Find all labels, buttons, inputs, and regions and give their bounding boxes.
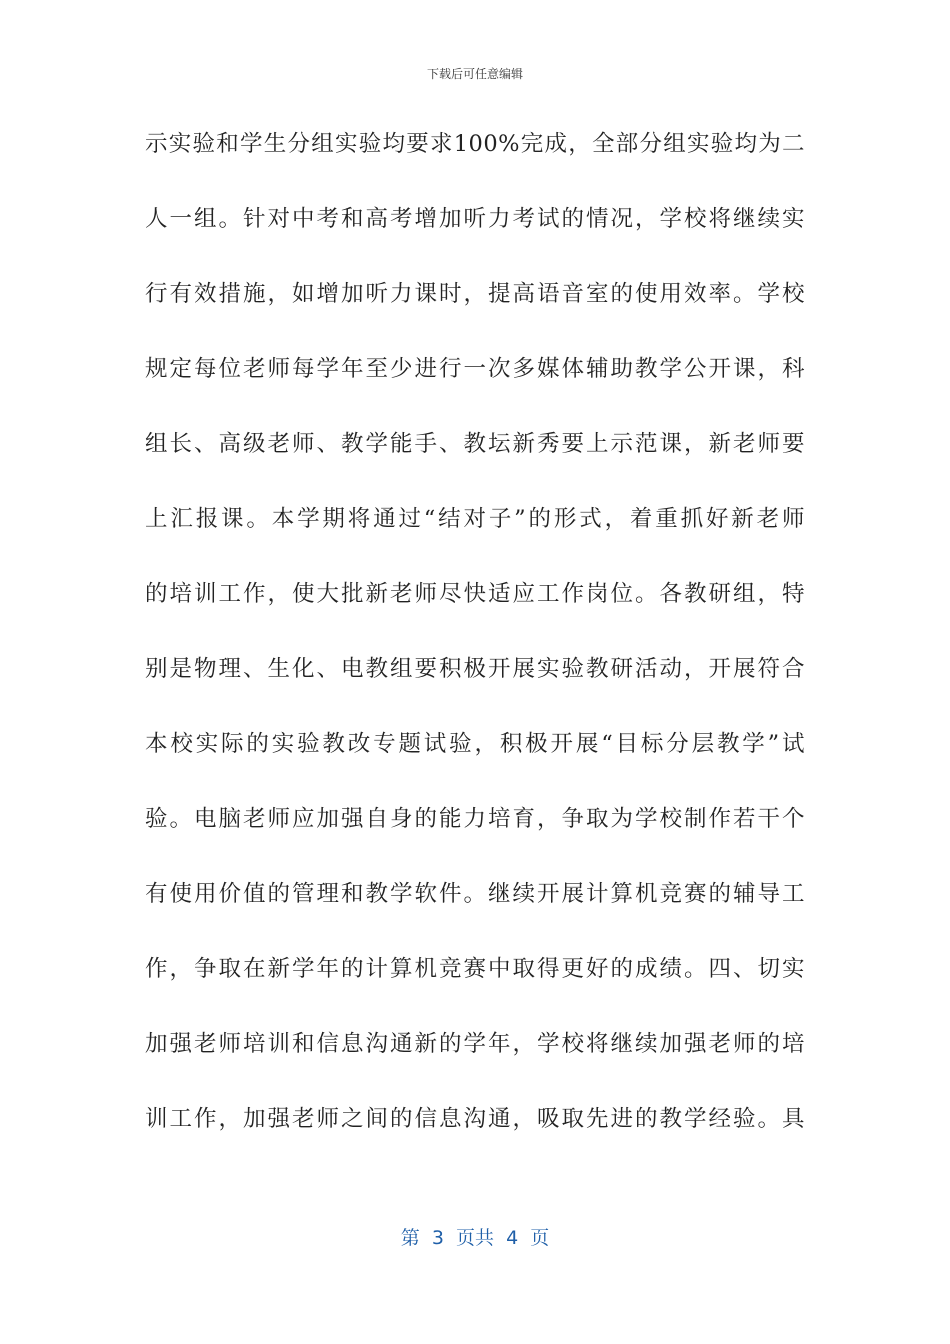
- text-line: 上汇报课。本学期将通过“结对子”的形式，着重抓好新老师: [145, 506, 805, 532]
- text-line: 的培训工作，使大批新老师尽快适应工作岗位。各教研组，特: [145, 581, 805, 607]
- text-line: 规定每位老师每学年至少进行一次多媒体辅助教学公开课，科: [145, 356, 805, 382]
- text-line: 训工作，加强老师之间的信息沟通，吸取先进的教学经验。具: [145, 1106, 805, 1132]
- page-number-footer: 第 3 页共 4 页: [400, 1227, 550, 1249]
- text-line: 别是物理、生化、电教组要积极开展实验教研活动，开展符合: [145, 656, 805, 682]
- text-line: 验。电脑老师应加强自身的能力培育，争取为学校制作若干个: [145, 806, 805, 832]
- text-line: 组长、高级老师、教学能手、教坛新秀要上示范课，新老师要: [145, 431, 805, 457]
- text-line: 加强老师培训和信息沟通新的学年，学校将继续加强老师的培: [145, 1031, 805, 1057]
- text-line: 有使用价值的管理和教学软件。继续开展计算机竞赛的辅导工: [145, 881, 805, 907]
- text-line: 行有效措施，如增加听力课时，提高语音室的使用效率。学校: [145, 281, 805, 307]
- page-header: 下载后可任意编辑: [426, 67, 523, 81]
- text-line: 人一组。针对中考和高考增加听力考试的情况，学校将继续实: [145, 206, 805, 232]
- text-line: 本校实际的实验教改专题试验，积极开展“目标分层教学”试: [145, 731, 805, 757]
- text-line: 作，争取在新学年的计算机竞赛中取得更好的成绩。四、切实: [145, 956, 805, 982]
- text-line: 示实验和学生分组实验均要求100%完成，全部分组实验均为二: [145, 131, 805, 157]
- document-body: [145, 124, 805, 1174]
